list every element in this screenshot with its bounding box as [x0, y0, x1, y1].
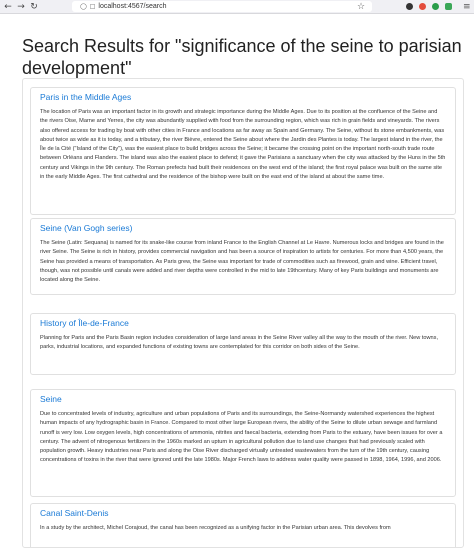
back-icon[interactable]: ←: [4, 2, 12, 12]
forward-icon[interactable]: →: [17, 2, 25, 12]
result-snippet: The location of Paris was an important factor in its growth and strategic importance during the Middle Ages. Due to its position at the confluence of the Seine and the rivers Oise, Marne and Yerres, the city was abundantly supplied with food from the surrounding region, which was rich in grain fields and vineyards. The rivers also offered access for trading by boat with other cities in France and locations as far away as Spain and Germany. The Seine, without its stone embankments, was about twice as wide as it is today, and a tributary, the river Bièvre, entered the Seine about where the Jardin des Plantes is today. The largest island in the river, the Île de la Cité ("Island of the City"), was the easiest place to build bridges across the Seine; it became the crossing point on the important north-south trade route between Orléans and Flanders. The island was also the easiest place to defend; it gave the Parisians a sanctuary when the city was attacked by the Huns in the 5th century and Vikings in the 9th century. The Roman prefects had built their residences on the west end of the island; the first royal palace was built on the same site in the early Middle Ages. The first cathedral and the residence of the bishop were built on the east end of the island at about the same time.: [40, 109, 446, 181]
result-title-link[interactable]: Paris in the Middle Ages: [40, 92, 132, 102]
bookmark-star-icon[interactable]: ☆: [357, 2, 366, 12]
extension-github-icon[interactable]: [406, 3, 413, 10]
url-text: localhost:4567/search: [98, 3, 167, 10]
browser-toolbar: [0, 0, 474, 14]
page-title: Search Results for "significance of the seine to parisian development": [22, 36, 462, 78]
result-title-link[interactable]: Seine: [40, 394, 62, 404]
result-title-link[interactable]: History of Île-de-France: [40, 318, 129, 328]
extension-red-icon[interactable]: [419, 3, 426, 10]
extension-square-icon[interactable]: [445, 3, 452, 10]
result-snippet: Due to concentrated levels of industry, agriculture and urban populations of Paris and its surroundings, the Seine-Normandy watershed experiences the highest human impacts of any hydrographic basin in France. Compared to most other large European rivers, the ability of the Seine to dilute urban sewage and farmland runoff is very low. Low oxygen levels, high concentrations of ammonia, nitrites and faecal bacteria, extending from Paris to the estuary, have been issues for over a century. The advent of nitrogenous fertilizers in the 1960s marked an upturn in agricultural pollution due to land use changes that had previously scaled with population growth. Heavy industries near Paris and along the Oise River discharged virtually untreated wastewaters from the turn of the 19th century, causing concentrations of toxins in the river that were ignored until the late 1980s. Major French laws to address water quality were passed in 1898, 1964, 1996, and 2006.: [40, 411, 443, 464]
result-snippet: The Seine (Latin: Sequana) is named for its snake-like course from inland France to the English Channel at Le Havre. Numerous locks and bridges are found in the river Seine. The Seine is rich in history, provides commercial navigation and has been a source of inspiration to artists for centuries. For more than 4,500 years, the Seine has provided a means of transportation. As Paris grew, the Seine was important for trade of commodities such as firewood, grain and wine. Efficient travel, though, was not possible until canals were added and river depths were controlled in the mid to late 19thcentury. Many of key Paris buildings and monuments are located along the Seine.: [40, 240, 444, 284]
shield-icon: ◯: [80, 3, 87, 10]
result-card: [30, 87, 456, 215]
extension-green-icon[interactable]: [432, 3, 439, 10]
results-container: [22, 78, 464, 548]
result-card: [30, 218, 456, 295]
result-title-link[interactable]: Seine (Van Gogh series): [40, 223, 133, 233]
result-snippet: Planning for Paris and the Paris Basin region includes consideration of large land areas in the Seine River valley all the way to the mouth of the river. New towns, parks, industrial locations, and expanded functions of existing towns are contemplated for this corridor on both sides of the Seine.: [40, 335, 438, 351]
result-snippet: In a study by the architect, Michel Corajoud, the canal has been recognized as a unifying factor in the Parisian urban area. This devolves from: [40, 525, 391, 531]
result-card: [30, 503, 456, 548]
address-bar[interactable]: [72, 1, 372, 12]
page-icon: □: [89, 3, 96, 10]
result-card: [30, 389, 456, 497]
result-card: [30, 313, 456, 375]
reload-icon[interactable]: ↻: [30, 2, 38, 12]
result-title-link[interactable]: Canal Saint-Denis: [40, 508, 109, 518]
menu-icon[interactable]: ≡: [463, 2, 471, 12]
